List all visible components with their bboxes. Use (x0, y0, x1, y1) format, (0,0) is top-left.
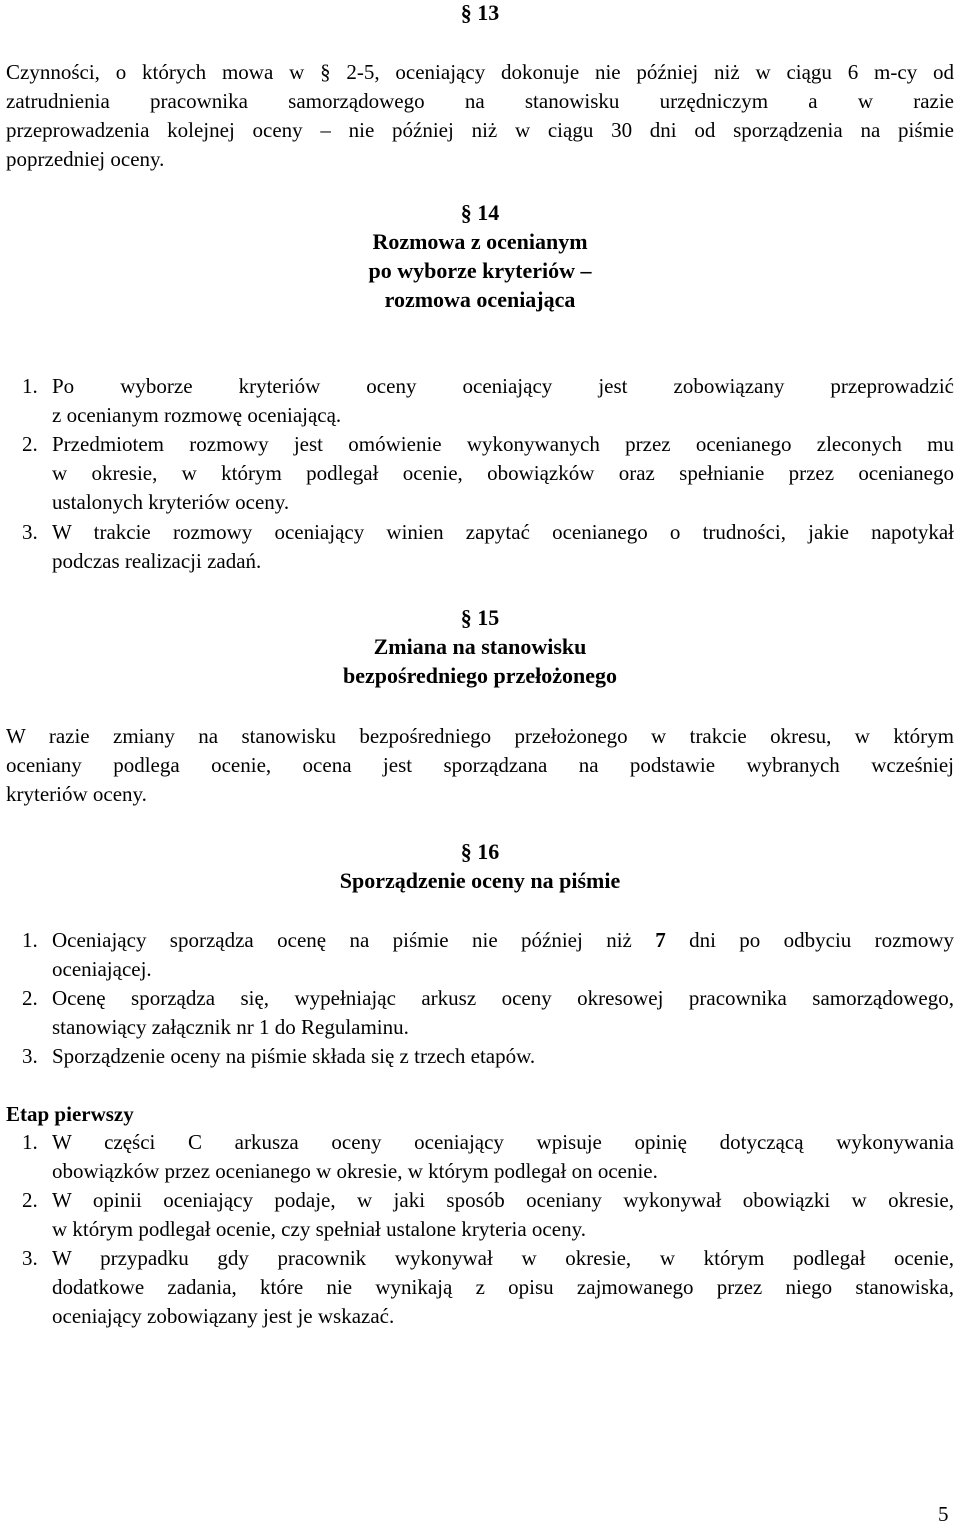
s14-item-3-line-2: podczas realizacji zadań. (52, 549, 262, 573)
s14-item-2-number: 2. (22, 432, 38, 456)
section-16-number: § 16 (460, 839, 500, 864)
s16-item-1-number: 1. (22, 928, 38, 952)
s16-item-2-line-2: stanowiący załącznik nr 1 do Regulaminu. (52, 1015, 409, 1039)
s16-item-3-line-1: Sporządzenie oceny na piśmie składa się z trzech etapów. (52, 1044, 536, 1068)
s14-item-1-number: 1. (22, 374, 38, 398)
s14-item-1-line-1: Po wyborze kryteriów oceny oceniający jest zobowiązany przeprowadzić (52, 374, 954, 398)
section-16-title: Sporządzenie oceny na piśmie (339, 868, 621, 893)
s14-item-2-line-2: w okresie, w którym podlegał ocenie, obowiązków oraz spełnianie przez ocenianego (52, 461, 954, 485)
s14-item-3-line-1: W trakcie rozmowy oceniający winien zapytać ocenianego o trudności, jakie napotykał (52, 520, 954, 544)
etap-item-2-line-1: W opinii oceniający podaje, w jaki sposób oceniany wykonywał obowiązki w okresie, (52, 1188, 954, 1212)
s15-line-3: kryteriów oceny. (6, 782, 147, 806)
intro-line-3: przeprowadzenia kolejnej oceny – nie później niż w ciągu 30 dni od sporządzenia na piśmie (6, 118, 954, 142)
s15-line-1: W razie zmiany na stanowisku bezpośredniego przełożonego w trakcie okresu, w którym (6, 724, 954, 748)
s16-item-3-number: 3. (22, 1044, 38, 1068)
intro-line-1: Czynności, o których mowa w § 2-5, oceniający dokonuje nie później niż w ciągu 6 m-cy od (6, 60, 954, 84)
s16-item-1-line-1: Oceniający sporządza ocenę na piśmie nie później niż 7 dni po odbyciu rozmowy (52, 928, 954, 952)
page-number: 5 (938, 1502, 949, 1526)
s16-item-2-line-1: Ocenę sporządza się, wypełniając arkusz oceny okresowej pracownika samorządowego, (52, 986, 954, 1010)
intro-line-4: poprzedniej oceny. (6, 147, 165, 171)
s16-item-2-number: 2. (22, 986, 38, 1010)
s15-line-2: oceniany podlega ocenie, ocena jest sporządzana na podstawie wybranych wcześniej (6, 753, 954, 777)
etap-item-3-number: 3. (22, 1246, 38, 1270)
s14-item-2-line-3: ustalonych kryteriów oceny. (52, 490, 290, 514)
etap-item-1-line-1: W części C arkusza oceny oceniający wpisuje opinię dotyczącą wykonywania (52, 1130, 954, 1154)
etap-heading: Etap pierwszy (6, 1102, 134, 1126)
section-15-title-line-2: bezpośredniego przełożonego (343, 663, 617, 688)
etap-item-1-line-2: obowiązków przez ocenianego w okresie, w którym podlegał on ocenie. (52, 1159, 658, 1183)
etap-item-3-line-1: W przypadku gdy pracownik wykonywał w okresie, w którym podlegał ocenie, (52, 1246, 954, 1270)
section-14-title-line-1: Rozmowa z ocenianym (372, 229, 588, 254)
s16-item-1-line-2: oceniającej. (52, 957, 152, 981)
intro-line-2: zatrudnienia pracownika samorządowego na stanowisku urzędniczym a w razie (6, 89, 954, 113)
section-14-number: § 14 (460, 200, 500, 225)
section-15-title-line-1: Zmiana na stanowisku (373, 634, 587, 659)
section-14-title-line-2: po wyborze kryteriów – (368, 258, 592, 283)
s14-item-2-line-1: Przedmiotem rozmowy jest omówienie wykonywanych przez ocenianego zleconych mu (52, 432, 954, 456)
etap-item-2-line-2: w którym podlegał ocenie, czy spełniał ustalone kryteria oceny. (52, 1217, 586, 1241)
section-13-heading: § 13 (460, 0, 500, 25)
etap-item-3-line-2: dodatkowe zadania, które nie wynikają z opisu zajmowanego przez niego stanowiska, (52, 1275, 954, 1299)
s14-item-3-number: 3. (22, 520, 38, 544)
section-14-title-line-3: rozmowa oceniająca (384, 287, 576, 312)
s14-item-1-line-2: z ocenianym rozmowę oceniającą. (52, 403, 342, 427)
etap-item-1-number: 1. (22, 1130, 38, 1154)
section-15-number: § 15 (460, 605, 500, 630)
etap-item-3-line-3: oceniający zobowiązany jest je wskazać. (52, 1304, 395, 1328)
etap-item-2-number: 2. (22, 1188, 38, 1212)
